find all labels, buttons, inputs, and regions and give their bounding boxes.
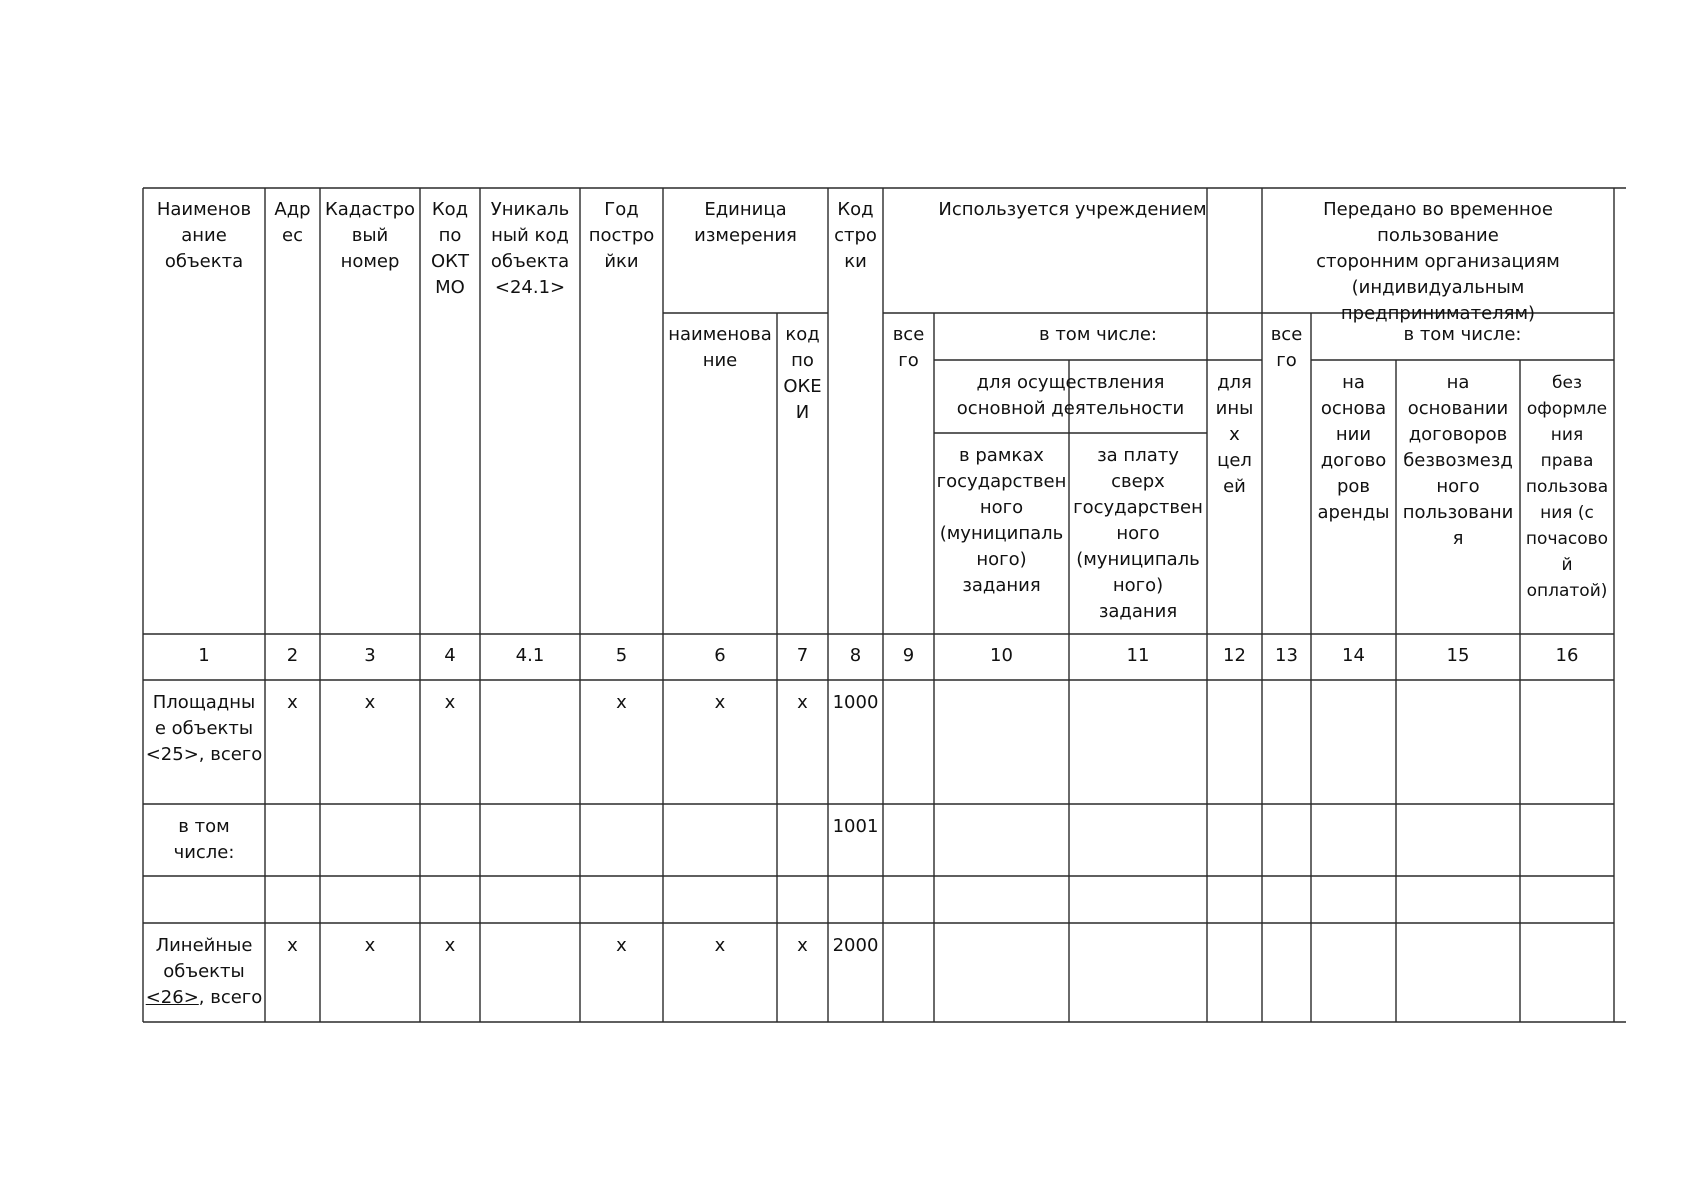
row-cell-value: x xyxy=(364,935,376,956)
row-cell-value: x xyxy=(444,935,456,956)
header-unit: Единица измерения xyxy=(694,199,797,246)
header-free-use: на основании договоров безвозмезд ного пользовани я xyxy=(1402,372,1514,549)
column-number: 16 xyxy=(1555,645,1579,666)
column-number: 12 xyxy=(1223,645,1246,666)
row-cell-value: x xyxy=(714,935,726,956)
header-used-including: в том числе: xyxy=(1038,324,1157,345)
column-number: 4 xyxy=(444,645,456,666)
header-oktmo-code: Код по ОКТ МО xyxy=(431,199,469,298)
column-number: 1 xyxy=(198,645,210,666)
header-object-name: Наименов ание объекта xyxy=(156,199,252,272)
row-cell-value: x xyxy=(714,692,726,713)
header-main-activity: для осуществления основной деятельности xyxy=(956,372,1185,419)
row-label: Линейные объекты <26>, всего xyxy=(145,935,263,1008)
header-paid-beyond-assignment: за плату сверх государствен ного (муниципаль ного) задания xyxy=(1073,445,1203,622)
header-build-year: Год постро йки xyxy=(588,199,655,272)
header-address: Адр ес xyxy=(274,199,311,246)
header-lease: на основа нии догово ров аренды xyxy=(1317,372,1390,523)
row-code-value: 1000 xyxy=(832,692,879,713)
row-cell-value: x xyxy=(364,692,376,713)
column-number: 4.1 xyxy=(515,645,545,666)
header-row-code: Код стро ки xyxy=(834,199,877,272)
header-used-by-institution: Используется учреждением xyxy=(938,199,1207,220)
header-transferred-including: в том числе: xyxy=(1403,324,1522,345)
column-number: 2 xyxy=(286,645,299,666)
row-code-value: 1001 xyxy=(832,816,879,837)
row-cell-value: x xyxy=(797,935,808,956)
header-transferred-total: все го xyxy=(1270,324,1303,371)
column-number: 8 xyxy=(849,645,862,666)
header-okei-code: код по ОКЕ И xyxy=(783,324,822,423)
header-unique-code: Уникаль ный код объекта <24.1> xyxy=(490,199,570,298)
row-code-value: 2000 xyxy=(832,935,879,956)
row-label: в том числе: xyxy=(173,816,235,863)
row-label: Площадны е объекты <25>, всего xyxy=(145,692,263,765)
row-cell-value: x xyxy=(444,692,456,713)
column-number: 3 xyxy=(364,645,376,666)
row-cell-value: x xyxy=(287,692,298,713)
column-number: 11 xyxy=(1126,645,1150,666)
column-number: 6 xyxy=(714,645,726,666)
header-hourly-use: без оформле ния права пользова ния (с почасово й оплатой) xyxy=(1525,373,1609,601)
column-number: 5 xyxy=(615,645,628,666)
header-unit-name: наименова ние xyxy=(668,324,772,371)
header-transferred: Передано во временное пользование сторонним организациям (индивидуальным предпринимателям) xyxy=(1316,199,1560,324)
row-cell-value: x xyxy=(797,692,808,713)
column-number: 14 xyxy=(1342,645,1365,666)
header-used-total: все го xyxy=(892,324,925,371)
row-cell-value: x xyxy=(287,935,298,956)
header-within-assignment: в рамках государствен ного (муниципаль ного) задания xyxy=(936,445,1067,596)
column-number: 15 xyxy=(1446,645,1470,666)
header-cadastral-number: Кадастро вый номер xyxy=(324,199,416,272)
row-cell-value: x xyxy=(616,692,627,713)
row-cell-value: x xyxy=(616,935,627,956)
header-other-purposes: для ины х цел ей xyxy=(1215,372,1254,497)
column-number: 13 xyxy=(1275,645,1298,666)
column-number: 9 xyxy=(902,645,915,666)
column-number: 10 xyxy=(990,645,1013,666)
column-number: 7 xyxy=(796,645,809,666)
